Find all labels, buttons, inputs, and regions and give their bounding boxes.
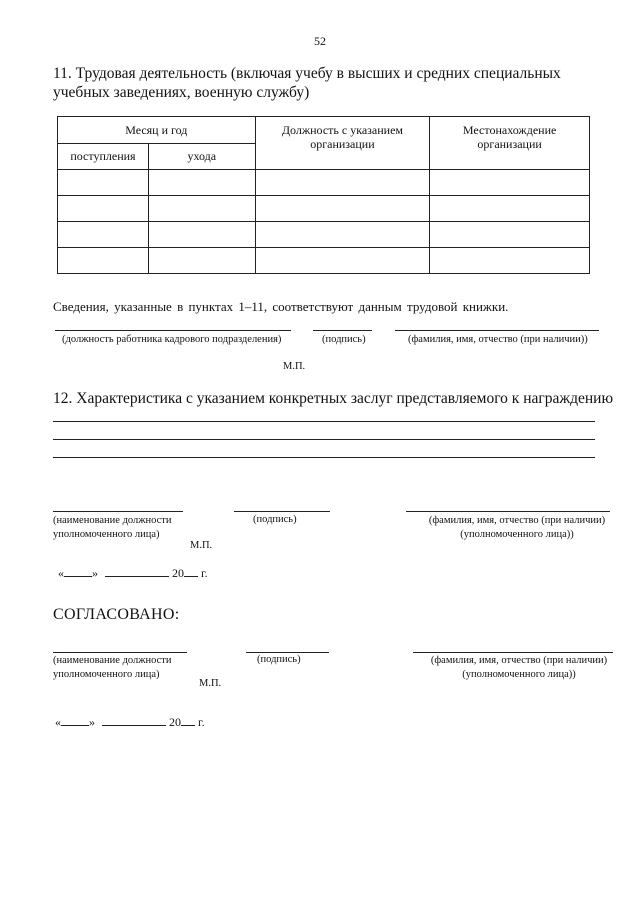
table-cell[interactable]: [148, 248, 255, 274]
date-day-blank[interactable]: [61, 715, 89, 726]
header-position: Должность с указанием организации: [255, 117, 430, 170]
date-close-quote: »: [89, 715, 95, 729]
table-row: [58, 196, 590, 222]
table-cell[interactable]: [148, 196, 255, 222]
date-month-blank[interactable]: [102, 715, 166, 726]
table-cell[interactable]: [255, 170, 430, 196]
date-month-blank[interactable]: [105, 566, 169, 577]
table-cell[interactable]: [430, 170, 590, 196]
section-11-title: 11. Трудовая деятельность (включая учебу в высших и средних специальных учебных заведениях, военную службу): [53, 65, 561, 101]
agreed-position-line[interactable]: [53, 652, 187, 653]
hr-stamp-label: М.П.: [283, 361, 306, 372]
characteristic-line-2[interactable]: [53, 439, 595, 440]
table-cell[interactable]: [430, 248, 590, 274]
date-open-quote: «: [55, 715, 61, 729]
work-history-table: [57, 116, 590, 274]
table-row: [58, 248, 590, 274]
date-day-blank[interactable]: [64, 566, 92, 577]
table-cell[interactable]: [255, 222, 430, 248]
agreed-date-field[interactable]: [55, 715, 205, 730]
agreed-heading: СОГЛАСОВАНО:: [53, 606, 180, 623]
header-start: поступления: [58, 144, 149, 170]
hr-signature-line[interactable]: [313, 330, 372, 331]
header-month-year: Месяц и год: [58, 117, 256, 144]
agreed-signature-caption: (подпись): [257, 654, 301, 665]
table-cell[interactable]: [255, 196, 430, 222]
hr-name-caption: (фамилия, имя, отчество (при наличии)): [408, 334, 588, 345]
table-cell[interactable]: [148, 170, 255, 196]
table-row: [58, 222, 590, 248]
official-stamp-label: М.П.: [190, 540, 213, 551]
date-close-quote: »: [92, 566, 98, 580]
table-cell[interactable]: [58, 248, 149, 274]
header-location: Местонахождение организации: [430, 117, 590, 170]
official-name-line[interactable]: [406, 511, 610, 512]
agreed-name-caption: (фамилия, имя, отчество (при наличии) (уполномоченного лица)): [430, 655, 608, 680]
page-number: 52: [314, 34, 326, 48]
table-cell[interactable]: [255, 248, 430, 274]
section-12-title: 12. Характеристика с указанием конкретных заслуг представляемого к награждению: [53, 390, 614, 407]
date-year-suffix: г.: [201, 566, 208, 580]
date-year-suffix: г.: [198, 715, 205, 729]
characteristic-line-1[interactable]: [53, 421, 595, 422]
hr-signature-caption: (подпись): [322, 334, 366, 345]
official-name-caption: (фамилия, имя, отчество (при наличии) (уполномоченного лица)): [428, 515, 606, 540]
date-field[interactable]: [58, 566, 208, 581]
official-position-line[interactable]: [53, 511, 183, 512]
date-year-blank[interactable]: [181, 715, 195, 726]
table-cell[interactable]: [58, 170, 149, 196]
agreed-stamp-label: М.П.: [199, 678, 222, 689]
hr-name-line[interactable]: [395, 330, 599, 331]
hr-position-caption: (должность работника кадрового подразделения): [62, 334, 282, 345]
date-open-quote: «: [58, 566, 64, 580]
agreed-name-line[interactable]: [413, 652, 613, 653]
table-cell[interactable]: [58, 196, 149, 222]
official-signature-line[interactable]: [234, 511, 330, 512]
table-cell[interactable]: [430, 222, 590, 248]
hr-position-line[interactable]: [55, 330, 291, 331]
hr-confirmation-text: Сведения, указанные в пунктах 1–11, соответствуют данным трудовой книжки.: [53, 299, 509, 314]
date-year-prefix: 20: [172, 566, 184, 580]
table-row: [58, 170, 590, 196]
agreed-signature-line[interactable]: [246, 652, 329, 653]
header-end: ухода: [148, 144, 255, 170]
official-position-caption: (наименование должности уполномоченного лица): [53, 515, 172, 540]
date-year-prefix: 20: [169, 715, 181, 729]
table-cell[interactable]: [430, 196, 590, 222]
characteristic-line-3[interactable]: [53, 457, 595, 458]
official-signature-caption: (подпись): [253, 514, 297, 525]
table-cell[interactable]: [58, 222, 149, 248]
table-cell[interactable]: [148, 222, 255, 248]
date-year-blank[interactable]: [184, 566, 198, 577]
agreed-position-caption: (наименование должности уполномоченного лица): [53, 655, 172, 680]
